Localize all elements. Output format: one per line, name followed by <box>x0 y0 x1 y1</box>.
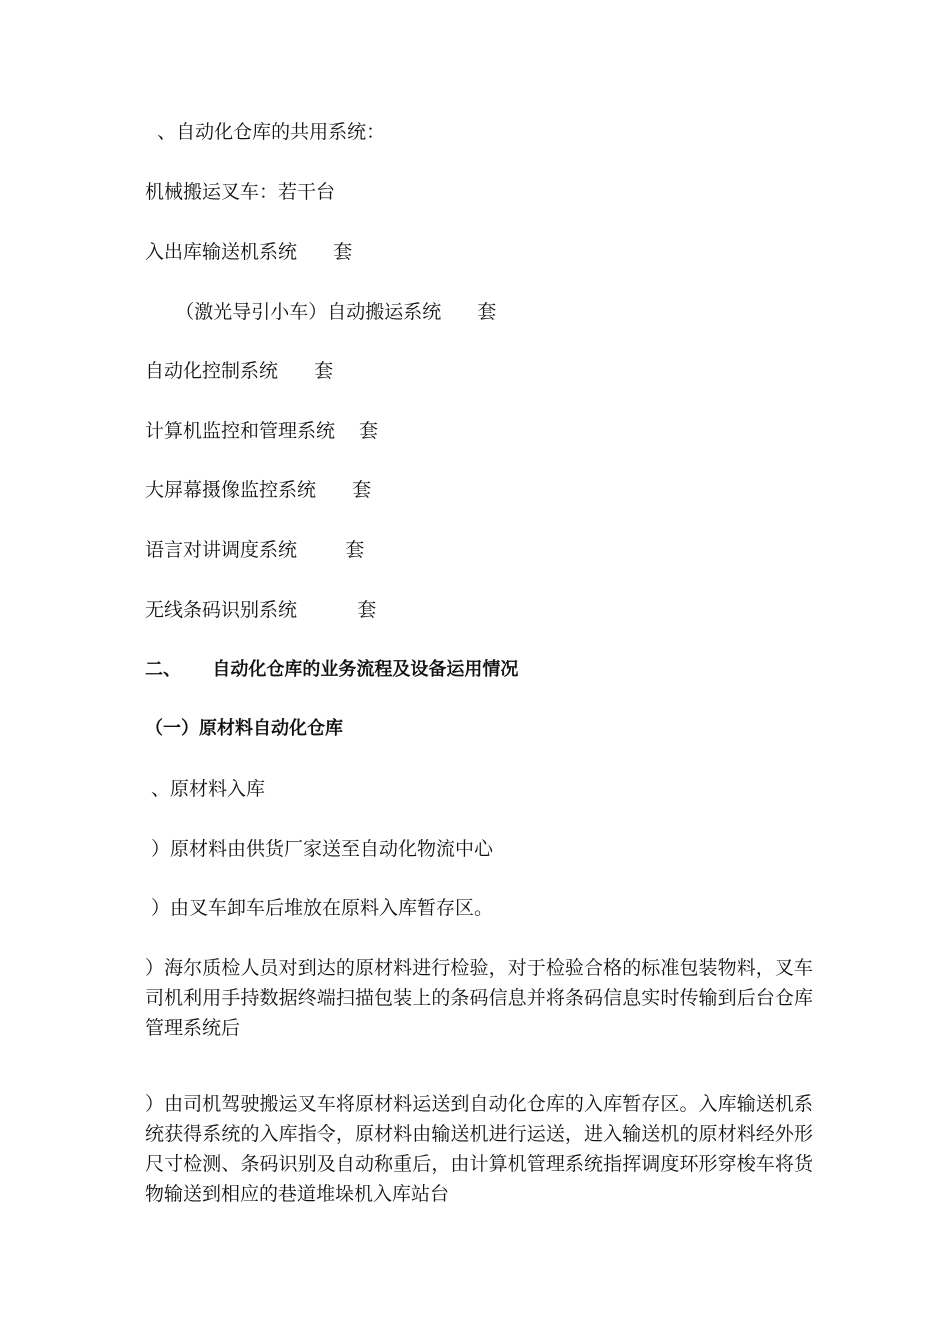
paragraph: ）由司机驾驶搬运叉车将原材料运送到自动化仓库的入库暂存区。入库输送机系统获得系统的入库指令，原材料由输送机进行运送，进入输送机的原材料经外形尺寸检测、条码识别及自动称重后，由计算机管理系统指挥调度环形穿梭车将货物输送到相应的巷道堆垛机入库站台 <box>145 1093 813 1205</box>
step-line: ）由叉车卸车后堆放在原料入库暂存区。 <box>145 897 494 919</box>
step-line: ）原材料由供货厂家送至自动化物流中心 <box>145 838 494 860</box>
list-item: 机械搬运叉车：若干台 <box>145 181 336 203</box>
sub-heading: （一）原材料自动化仓库 <box>145 718 343 739</box>
shared-systems-heading: 、自动化仓库的共用系统： <box>145 121 386 143</box>
list-item: （激光导引小车）自动搬运系统 套 <box>145 301 497 323</box>
list-item: 大屏幕摄像监控系统 套 <box>145 479 372 501</box>
list-item: 无线条码识别系统 套 <box>145 599 377 621</box>
list-item: 自动化控制系统 套 <box>145 360 334 382</box>
list-item: 入出库输送机系统 套 <box>145 241 353 263</box>
paragraph: ）海尔质检人员对到达的原材料进行检验，对于检验合格的标准包装物料，叉车司机利用手持数据终端扫描包装上的条码信息并将条码信息实时传输到后台仓库管理系统后 <box>145 957 813 1039</box>
item-title: 、原材料入库 <box>145 778 266 800</box>
list-item: 语言对讲调度系统 套 <box>145 539 365 561</box>
section-heading: 二、 自动化仓库的业务流程及设备运用情况 <box>145 659 519 680</box>
list-item: 计算机监控和管理系统 套 <box>145 420 379 442</box>
